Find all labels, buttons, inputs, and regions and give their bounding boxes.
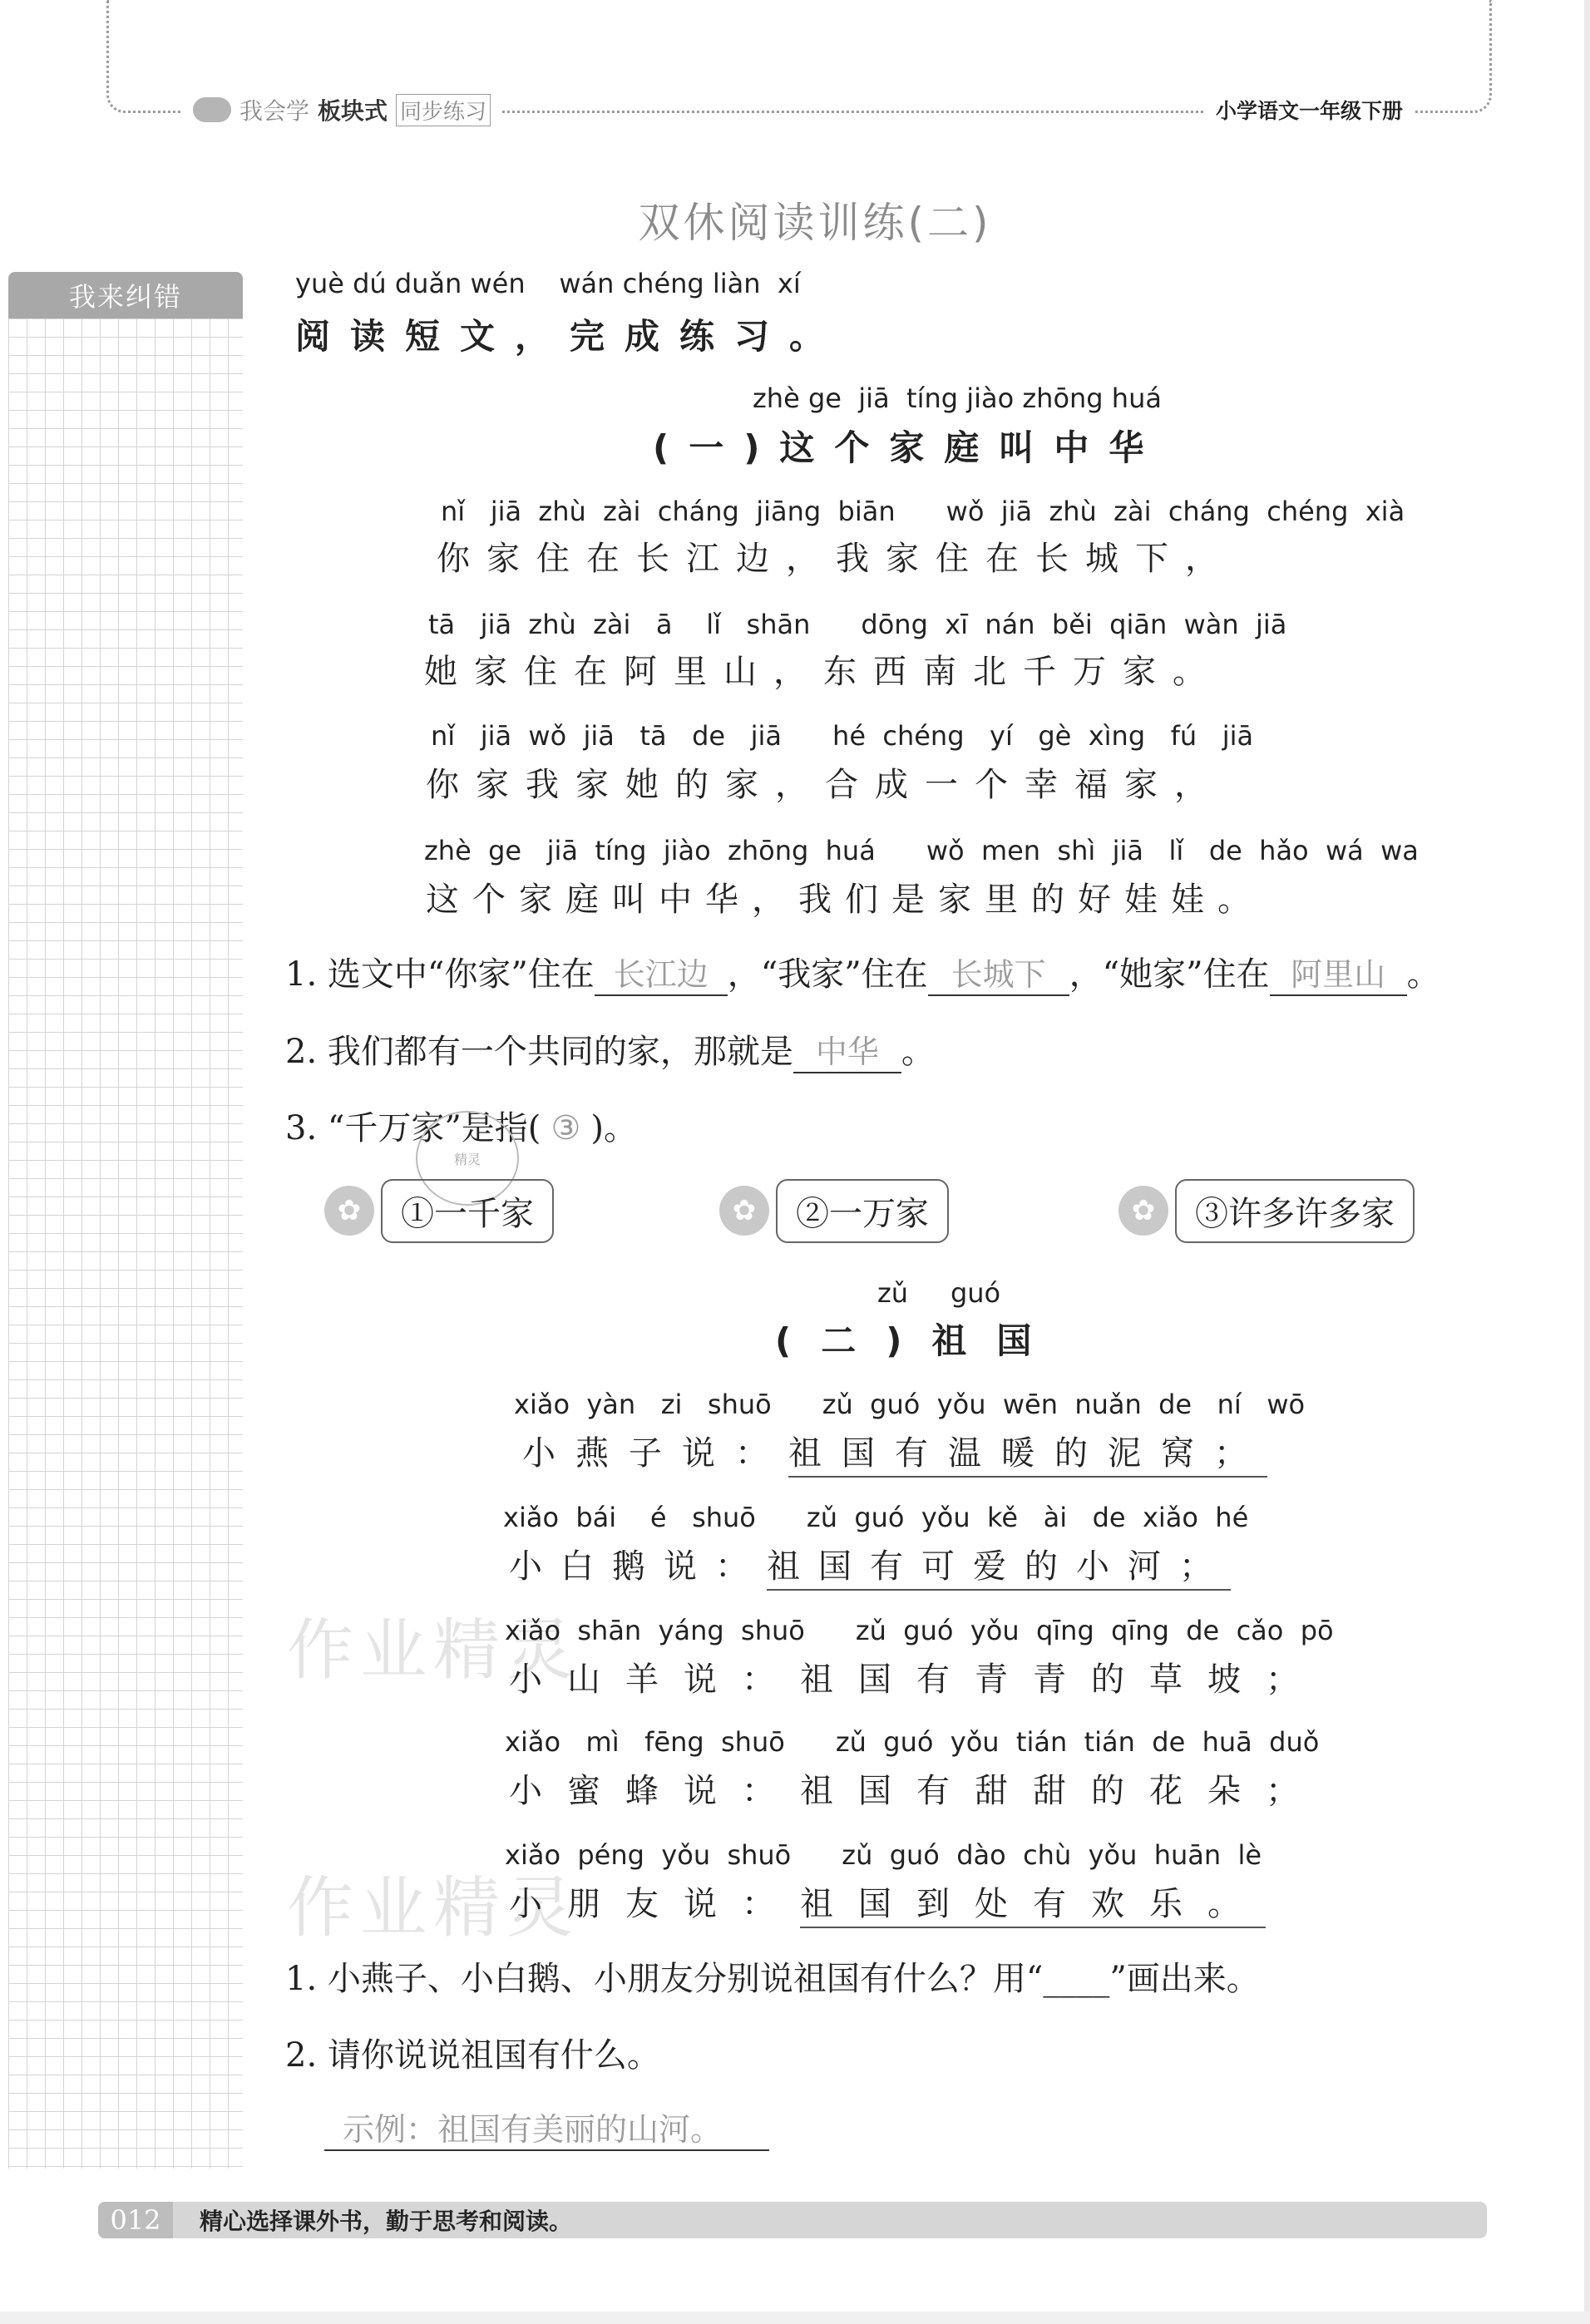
answer-blank[interactable]: 长城下 bbox=[928, 949, 1069, 996]
passage2-line: 小山羊说：祖国有青青的草坡； bbox=[509, 1660, 1324, 1699]
answer-line[interactable]: 示例：祖国有美丽的山河。 bbox=[324, 2104, 769, 2151]
option-label: ②一万家 bbox=[776, 1179, 949, 1243]
watermark: 作业精灵 bbox=[287, 1611, 580, 1689]
passage1-pinyin-line: nǐ jiā wǒ jiā tā de jiā hé chéng yí gè xìng fú jiā bbox=[431, 720, 1254, 752]
option-label: ①一千家 bbox=[381, 1179, 554, 1243]
question-1: 1. 选文中“你家”住在 长江边 ，“我家”住在 长城下 ，“她家”住在 阿里山 。 bbox=[285, 948, 1440, 996]
passage1-line: 你家住在长江边，我家住在长城下， bbox=[437, 540, 1235, 578]
passage2-pinyin-line: xiǎo bái é shuō zǔ guó yǒu kě ài de xiǎo hé bbox=[503, 1502, 1249, 1533]
option-2[interactable] bbox=[719, 1177, 949, 1245]
answer-blank[interactable]: 长江边 bbox=[595, 949, 728, 996]
passage1-pinyin-line: zhè ge jiā tíng jiào zhōng huá wǒ men shì jiā lǐ de hǎo wá wa bbox=[424, 835, 1419, 866]
stamp: 精灵 bbox=[416, 1111, 519, 1206]
sidebar-tag: 我来纠错 bbox=[8, 272, 243, 318]
header-book-title: 小学语文一年级下册 bbox=[1206, 91, 1413, 128]
underlined-answer: 祖国到处有欢乐。 bbox=[800, 1885, 1266, 1928]
brand-b: 板块式 bbox=[318, 97, 388, 125]
page-title: 双休阅读训练(二) bbox=[638, 199, 992, 247]
page-number: 012 bbox=[98, 2202, 173, 2238]
watermark: 作业精灵 bbox=[287, 1869, 580, 1947]
underlined-answer: 祖国有温暖的泥窝； bbox=[788, 1434, 1267, 1478]
passage1-pinyin-line: tā jiā zhù zài ā lǐ shān dōng xī nán běi qiān wàn jiā bbox=[428, 609, 1287, 640]
flower-icon: ✿ bbox=[719, 1186, 769, 1236]
passage1-title-pinyin: zhè ge jiā tíng jiào zhōng huá bbox=[753, 382, 1162, 414]
passage1-pinyin-line: nǐ jiā zhù zài cháng jiāng biān wǒ jiā zhù zài cháng chéng xià bbox=[441, 496, 1405, 527]
passage1-title: (一)这个家庭叫中华 bbox=[653, 427, 1164, 468]
flower-icon: ✿ bbox=[324, 1186, 374, 1236]
passage2-title: (二)祖国 bbox=[775, 1320, 1062, 1361]
passage2-pinyin-line: xiǎo shān yáng shuō zǔ guó yǒu qīng qīng de cǎo pō bbox=[505, 1615, 1334, 1646]
correction-grid bbox=[8, 318, 243, 2169]
passage1-line: 你家我家她的家，合成一个幸福家， bbox=[426, 766, 1224, 804]
passage1-line: 这个家庭叫中华，我们是家里的好娃娃。 bbox=[426, 881, 1264, 919]
option-1[interactable] bbox=[324, 1177, 554, 1245]
option-label: ③许多许多家 bbox=[1175, 1179, 1415, 1243]
passage2-line: 小蜜蜂说：祖国有甜甜的花朵； bbox=[509, 1772, 1324, 1810]
question-2-2: 2. 请你说说祖国有什么。 bbox=[285, 2036, 660, 2075]
brand-a: 我会学 bbox=[239, 97, 310, 125]
page-edge bbox=[1584, 0, 1590, 2324]
brand-c: 同步练习 bbox=[396, 94, 491, 126]
answer-blank[interactable]: 阿里山 bbox=[1270, 949, 1407, 996]
passage2-line: 小白鹅说：祖国有可爱的小河； bbox=[509, 1540, 1231, 1587]
passage2-pinyin-line: xiǎo yàn zi shuō zǔ guó yǒu wēn nuǎn de ní wō bbox=[514, 1389, 1306, 1420]
page-edge bbox=[0, 2312, 1590, 2324]
instruction-text: 阅读短文，完成练习。 bbox=[295, 316, 845, 357]
passage1-line: 她家住在阿里山，东西南北千万家。 bbox=[424, 653, 1222, 691]
instruction-pinyin: yuè dú duǎn wén wán chéng liàn xí bbox=[295, 268, 801, 299]
footer-slogan: 精心选择课外书，勤于思考和阅读。 bbox=[200, 2208, 573, 2235]
answer-choice[interactable]: ③ bbox=[551, 1109, 581, 1147]
answer-blank[interactable]: 中华 bbox=[793, 1026, 901, 1073]
passage2-line: 小朋友说：祖国到处有欢乐。 bbox=[509, 1877, 1266, 1925]
passage2-title-pinyin: zǔ guó bbox=[877, 1277, 1001, 1309]
passage2-pinyin-line: xiǎo péng yǒu shuō zǔ guó dào chù yǒu huān lè bbox=[505, 1839, 1262, 1871]
header-brand bbox=[183, 91, 501, 128]
option-3[interactable] bbox=[1118, 1177, 1415, 1245]
passage2-line: 小燕子说：祖国有温暖的泥窝； bbox=[522, 1427, 1267, 1474]
flower-icon: ✿ bbox=[1118, 1186, 1168, 1236]
question-2-1: 1. 小燕子、小白鹅、小朋友分别说祖国有什么？用“____”画出来。 bbox=[285, 1960, 1260, 1998]
question-2: 2. 我们都有一个共同的家，那就是 中华 。 bbox=[285, 1025, 935, 1073]
underlined-answer: 祖国有可爱的小河； bbox=[767, 1547, 1231, 1591]
question-3: 3. “千万家”是指( ③ )。 bbox=[285, 1109, 637, 1147]
cloud-logo-icon bbox=[193, 97, 231, 122]
passage2-pinyin-line: xiǎo mì fēng shuō zǔ guó yǒu tián tián de huā duǒ bbox=[505, 1726, 1320, 1758]
